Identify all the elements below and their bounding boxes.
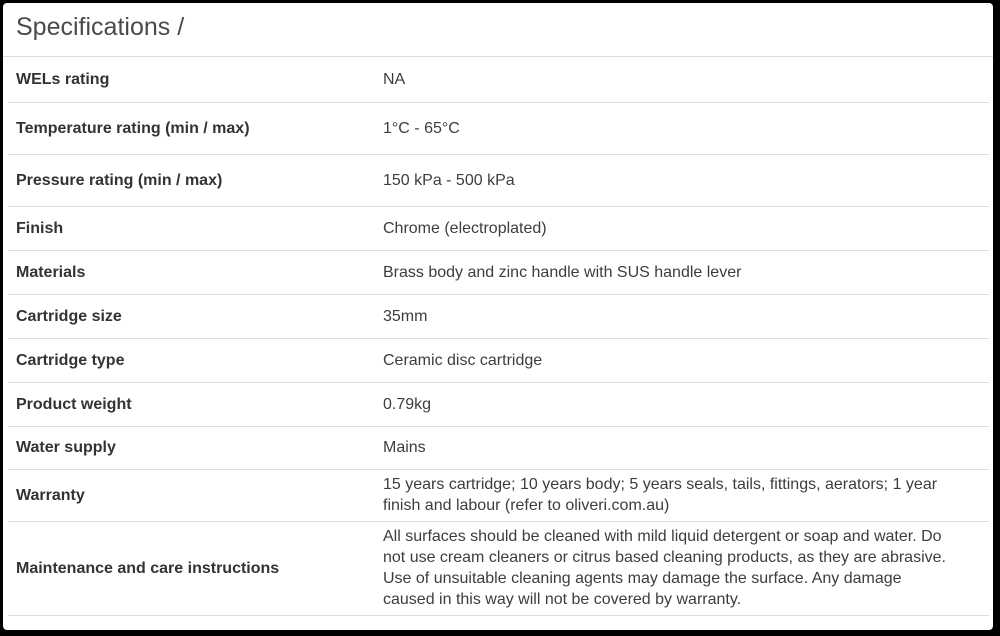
spec-label: Materials — [8, 250, 383, 294]
spec-row-finish — [8, 206, 989, 250]
spec-label: Warranty — [8, 469, 383, 521]
spec-label: Maintenance and care instructions — [8, 521, 383, 615]
spec-label: WELs rating — [8, 57, 383, 102]
spec-value: 35mm — [383, 294, 989, 338]
spec-value: Brass body and zinc handle with SUS handle lever — [383, 250, 989, 294]
spec-value: 150 kPa - 500 kPa — [383, 154, 989, 206]
spec-value: 15 years cartridge; 10 years body; 5 years seals, tails, fittings, aerators; 1 year finish and labour (refer to oliveri.com.au) — [383, 469, 989, 521]
spec-row-water-supply — [8, 426, 989, 469]
spec-value: Ceramic disc cartridge — [383, 338, 989, 382]
spec-label: Cartridge type — [8, 338, 383, 382]
spec-value: All surfaces should be cleaned with mild liquid detergent or soap and water. Do not use cream cleaners or citrus based cleaning products, as they are abrasive. Use of unsuitable cleaning agents may damage the surface. Any damage caused in this way will not be covered by warranty. — [383, 521, 989, 615]
spec-row-cartridge-size — [8, 294, 989, 338]
spec-label: Cartridge size — [8, 294, 383, 338]
spec-row-materials — [8, 250, 989, 294]
spec-row-product-weight — [8, 382, 989, 426]
spec-row-temperature-rating — [8, 102, 989, 154]
spec-row-maintenance — [8, 521, 989, 615]
spec-value: 1°C - 65°C — [383, 102, 989, 154]
specifications-table — [8, 57, 989, 616]
spec-label: Pressure rating (min / max) — [8, 154, 383, 206]
spec-label: Temperature rating (min / max) — [8, 102, 383, 154]
specifications-panel — [3, 3, 993, 630]
spec-value: Chrome (electroplated) — [383, 206, 989, 250]
spec-value: NA — [383, 57, 989, 102]
spec-label: Product weight — [8, 382, 383, 426]
section-title: Specifications / — [16, 13, 185, 41]
spec-row-pressure-rating — [8, 154, 989, 206]
spec-row-wels-rating — [8, 57, 989, 102]
spec-value: Mains — [383, 426, 989, 469]
spec-row-warranty — [8, 469, 989, 521]
spec-label: Finish — [8, 206, 383, 250]
spec-label: Water supply — [8, 426, 383, 469]
spec-row-cartridge-type — [8, 338, 989, 382]
spec-value: 0.79kg — [383, 382, 989, 426]
